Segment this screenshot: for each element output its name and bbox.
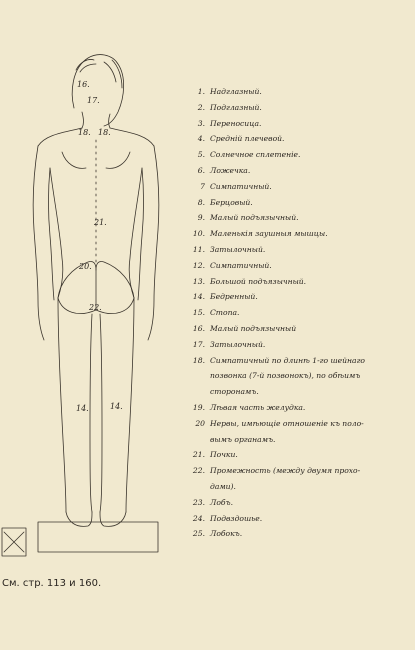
figure-label-14-right: 14. xyxy=(110,402,123,411)
legend-item: 20 Нервы, имѣющіе отношеніе къ поло- xyxy=(195,418,364,428)
legend-item-continuation: дами). xyxy=(210,481,236,491)
legend-item: 12. Симпатичный. xyxy=(192,260,272,270)
legend-item: 22. Промежность (между двумя прохо- xyxy=(192,466,361,476)
legend-item-continuation: сторонамъ. xyxy=(210,387,259,397)
legend-item: 17. Затылочный. xyxy=(192,339,266,349)
legend-item: 11. Затылочный. xyxy=(192,244,266,254)
legend-item: 16. Малый подъязычный xyxy=(192,323,297,333)
legend-item: 1. Надглазный. xyxy=(197,87,262,96)
figure-label-21: 21. xyxy=(94,218,107,227)
legend-item: 24. Подвздошье. xyxy=(192,513,263,523)
legend-list xyxy=(168,84,408,542)
legend-item: 23. Лобъ. xyxy=(192,497,234,507)
legend-item-continuation: позвонка (7-й позвонокъ), по обѣимъ xyxy=(210,371,361,381)
legend-item-continuation: вымъ органамъ. xyxy=(210,434,276,444)
legend-item: 9. Малый подъязычный. xyxy=(197,213,299,223)
legend-item: 7 Симпатичный. xyxy=(200,181,272,191)
figure-label-20: 20. xyxy=(79,262,92,271)
legend-item: 19. Лѣвая часть желудка. xyxy=(192,402,306,412)
figure-label-14-left: 14. xyxy=(76,404,89,413)
figure-label-18-right: 18. xyxy=(98,128,111,137)
figure-label-17: 17. xyxy=(87,96,100,105)
legend-item: 15. Стопа. xyxy=(192,308,240,318)
legend-item: 18. Симпатичный по длинѣ 1-го шейнаго xyxy=(192,355,365,365)
legend-item: 13. Большой подъязычный. xyxy=(192,276,307,286)
figure-label-18-left: 18. xyxy=(78,128,91,137)
legend-item: 4. Средній плечевой. xyxy=(197,134,285,144)
figure-label-22: 22. xyxy=(89,303,102,312)
legend-item: 2. Подглазный. xyxy=(197,102,262,112)
legend-item: 3. Переносица. xyxy=(197,118,262,128)
legend-item: 6. Ложечка. xyxy=(197,165,251,175)
legend-item: 25. Лобокъ. xyxy=(192,529,243,539)
figure-label-16: 16. xyxy=(77,80,90,89)
legend-item: 14. Бедренный. xyxy=(192,292,258,302)
page-reference-caption: См. стр. 113 и 160. xyxy=(2,578,102,589)
legend-item: 5. Солнечное сплетеніе. xyxy=(197,150,301,160)
legend-item: 10. Маленькія заушныя мышцы. xyxy=(192,229,328,239)
legend-item: 21. Почки. xyxy=(192,450,238,460)
legend-item: 8. Берцовый. xyxy=(197,197,253,207)
